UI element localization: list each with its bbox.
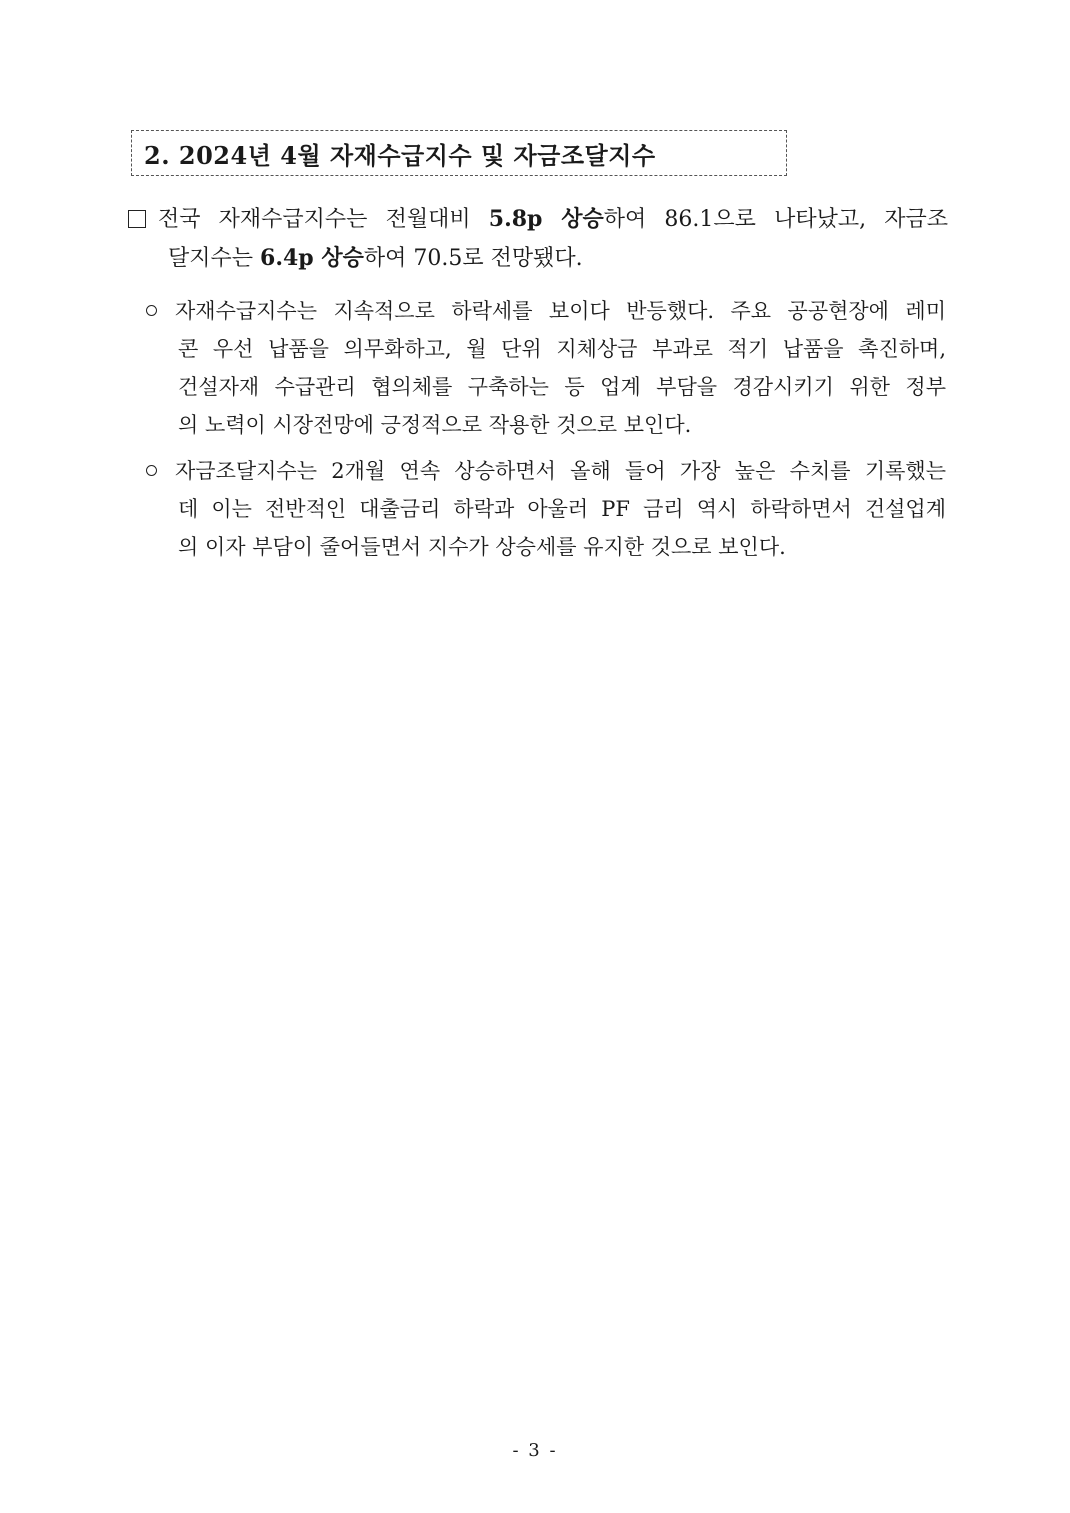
summary-highlight-2: 6.4p 상승 bbox=[260, 245, 364, 271]
bullet-line: 자재수급지수는 지속적으로 하락세를 보이다 반등했다. 주요 공공현장에 레미 bbox=[146, 292, 946, 330]
bullet-line: 의 노력이 시장전망에 긍정적으로 작용한 것으로 보인다. bbox=[178, 413, 692, 437]
bullet-line: 자금조달지수는 2개월 연속 상승하면서 올해 들어 가장 높은 수치를 기록했는 bbox=[146, 452, 946, 490]
bullet-line: 의 이자 부담이 줄어들면서 지수가 상승세를 유지한 것으로 보인다. bbox=[178, 535, 786, 559]
bullet-paragraph-materials bbox=[146, 292, 946, 444]
circle-bullet-icon bbox=[146, 465, 157, 476]
square-bullet-icon bbox=[128, 210, 146, 228]
bullet-paragraph-financing bbox=[146, 452, 946, 566]
summary-paragraph bbox=[128, 200, 948, 278]
bullet-line: 건설자재 수급관리 협의체를 구축하는 등 업계 부담을 경감시키기 위한 정부 bbox=[178, 375, 946, 399]
bullet-line: 콘 우선 납품을 의무화하고, 월 단위 지체상금 부과로 적기 납품을 촉진하며, bbox=[178, 337, 946, 361]
summary-line-1: 전국 자재수급지수는 전월대비 5.8p 상승하여 86.1으로 나타났고, 자금조 bbox=[128, 200, 948, 239]
section-title: 2. 2024년 4월 자재수급지수 및 자금조달지수 bbox=[144, 140, 656, 170]
summary-line-2: 달지수는 6.4p 상승하여 70.5로 전망됐다. bbox=[168, 245, 583, 271]
section-heading-box bbox=[131, 130, 787, 176]
circle-bullet-icon bbox=[146, 305, 157, 316]
summary-highlight-1: 5.8p 상승 bbox=[488, 206, 604, 232]
bullet-line: 데 이는 전반적인 대출금리 하락과 아울러 PF 금리 역시 하락하면서 건설업계 bbox=[178, 497, 946, 521]
page-number: - 3 - bbox=[512, 1440, 558, 1461]
